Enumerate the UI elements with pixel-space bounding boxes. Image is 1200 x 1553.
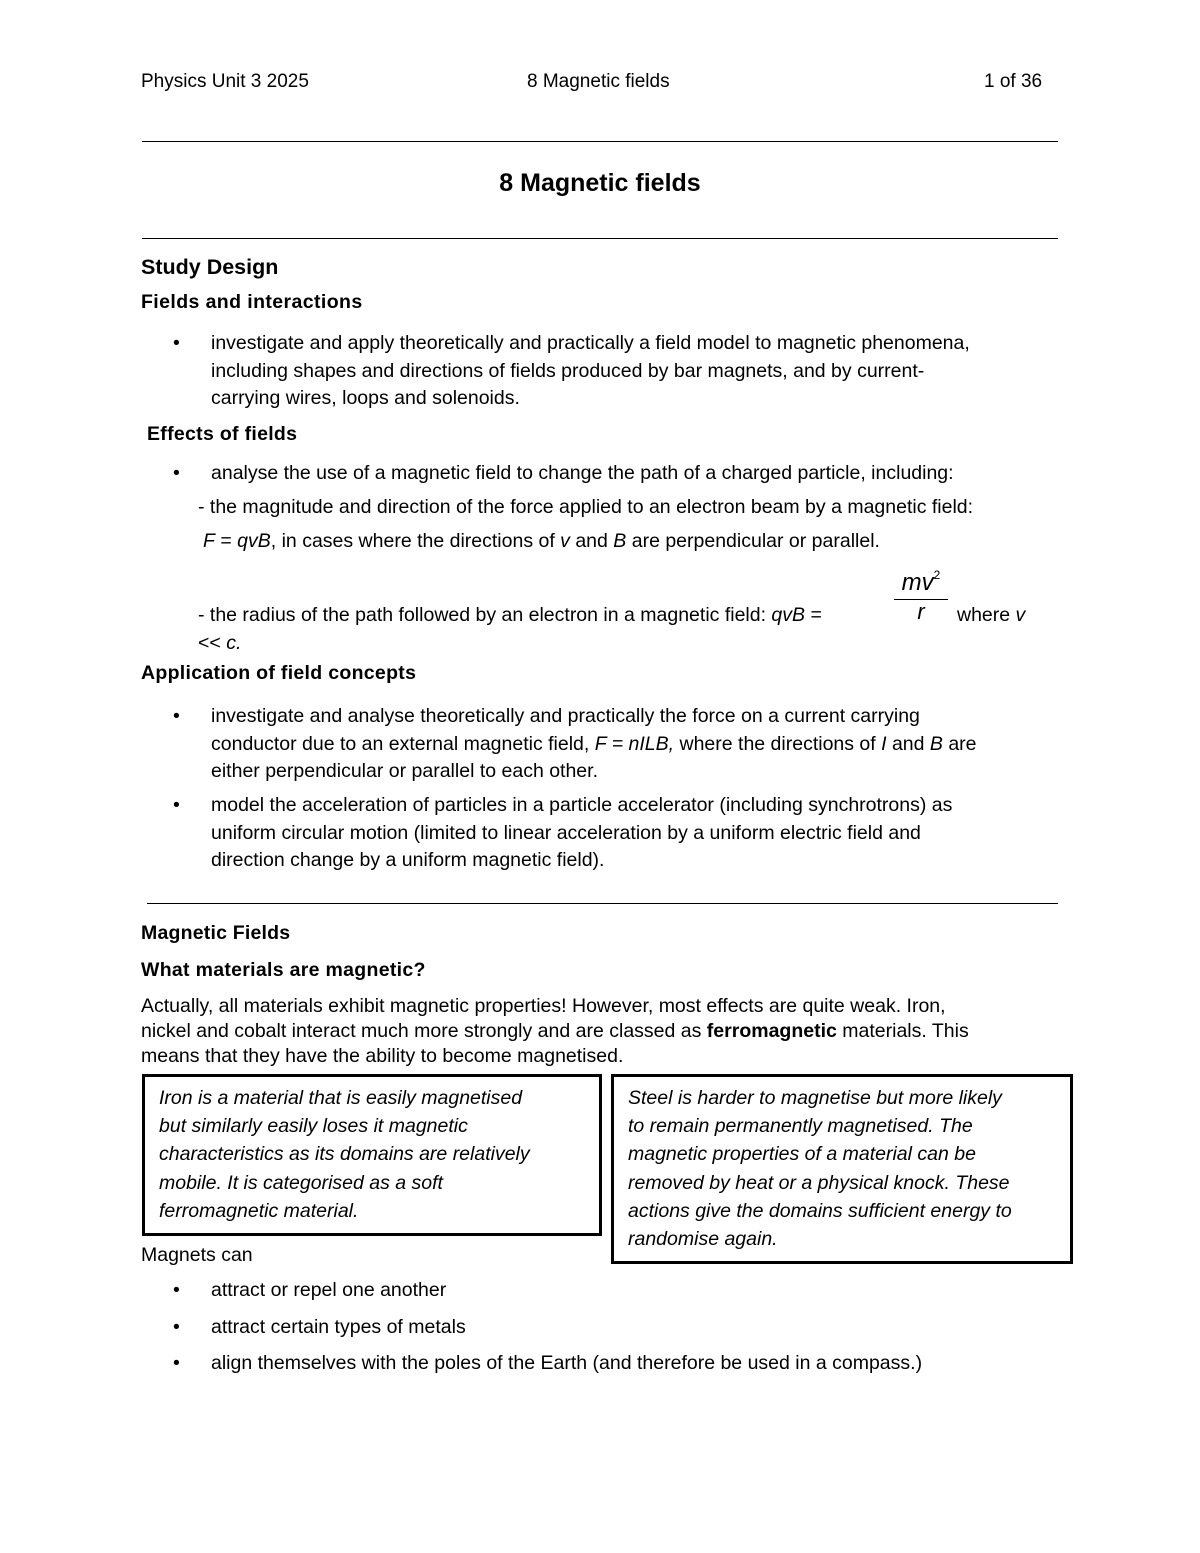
bullet-line: investigate and apply theoretically and practically a field model to magnetic phenomena,: [211, 332, 970, 354]
bullet-icon: •: [173, 332, 180, 354]
header-center: 8 Magnetic fields: [527, 71, 670, 92]
bullet-icon: •: [173, 1352, 180, 1374]
sentence-text: , in cases where the directions of: [270, 530, 561, 552]
effects-sub1-line2: [203, 528, 880, 556]
bullet-line: model the acceleration of particles in a particle accelerator (including synchrotrons) as: [211, 794, 953, 816]
divider-title: [142, 238, 1058, 239]
magnets-bullet: align themselves with the poles of the Earth (and therefore be used in a compass.): [211, 1352, 923, 1374]
symbol-b: B: [929, 732, 943, 755]
symbol-i: I: [881, 732, 887, 755]
effects-bullet: analyse the use of a magnetic field to change the path of a charged particle, including:: [211, 462, 954, 484]
effects-sub2-line: [198, 602, 822, 630]
fraction-mv2-over-r: [894, 560, 948, 624]
bullet-line: carrying wires, loops and solenoids.: [211, 387, 520, 409]
fraction-denominator: r: [917, 599, 925, 624]
where-v-text: [957, 602, 1025, 630]
sentence-text: conductor due to an external magnetic field,: [211, 732, 595, 755]
formula-equals: =: [805, 604, 822, 626]
fraction-numerator: [894, 560, 948, 600]
box-line: Iron is a material that is easily magnetised: [159, 1087, 523, 1109]
application-bullet-1: [211, 703, 1071, 786]
symbol-b: B: [613, 530, 627, 552]
sentence-text: materials. This: [836, 1020, 969, 1042]
box-line: to remain permanently magnetised. The: [628, 1115, 973, 1138]
sentence-text: are perpendicular or parallel.: [626, 530, 880, 552]
sentence-text: and: [569, 530, 614, 552]
study-design-heading: Study Design: [141, 255, 279, 279]
paragraph-line: [141, 1019, 1071, 1044]
divider-section: [147, 903, 1058, 904]
box-line: but similarly easily loses it magnetic: [159, 1115, 468, 1138]
bullet-icon: •: [173, 1316, 180, 1338]
fields-interactions-heading: Fields and interactions: [141, 291, 363, 313]
bullet-icon: •: [173, 1279, 180, 1301]
magnets-bullet: attract or repel one another: [211, 1279, 447, 1301]
symbol-v: v: [1015, 604, 1026, 626]
paragraph-line: means that they have the ability to become magnetised.: [141, 1045, 624, 1067]
bullet-line: direction change by a uniform magnetic field).: [211, 849, 605, 871]
bullet-icon: •: [173, 462, 180, 484]
magnets-bullet: attract certain types of metals: [211, 1316, 466, 1338]
box-line: Steel is harder to magnetise but more likely: [628, 1087, 1002, 1109]
page-title: 8 Magnetic fields: [499, 169, 701, 197]
bullet-line: either perpendicular or parallel to each other.: [211, 760, 598, 782]
header-left: Physics Unit 3 2025: [141, 71, 309, 92]
application-heading: Application of field concepts: [141, 662, 417, 684]
materials-subheading: What materials are magnetic?: [141, 959, 426, 981]
symbol-c: c.: [226, 632, 242, 654]
box-line: characteristics as its domains are relatively: [159, 1143, 530, 1166]
sentence-text: are: [942, 732, 977, 755]
sentence-text: - the radius of the path followed by an electron in a magnetic field:: [198, 604, 772, 626]
ll-c-text: [198, 630, 241, 658]
bullet-line: including shapes and directions of fields produced by bar magnets, and by current-: [211, 359, 925, 382]
sentence-text: where the directions of: [674, 732, 882, 755]
box-line: randomise again.: [628, 1228, 778, 1251]
application-bullet-2: [211, 792, 1071, 875]
bullet-line: investigate and analyse theoretically and practically the force on a current carrying: [211, 705, 920, 727]
steel-note-box: [611, 1074, 1073, 1264]
sentence-text: nickel and cobalt interact much more strongly and are classed as: [141, 1020, 707, 1042]
iron-note-box: [142, 1074, 602, 1236]
magnetic-fields-heading: Magnetic Fields: [141, 922, 291, 944]
box-line: magnetic properties of a material can be: [628, 1143, 976, 1166]
bullet-line: [211, 731, 1071, 759]
sentence-text: and: [886, 732, 930, 755]
formula-equals: =: [214, 530, 238, 552]
box-line: removed by heat or a physical knock. These: [628, 1171, 1010, 1194]
formula-f-nilb: F = nILB,: [594, 732, 675, 755]
header-page-number: 1 of 36: [984, 71, 1043, 92]
effects-heading: Effects of fields: [147, 423, 298, 445]
fields-interactions-bullet: [211, 330, 1071, 413]
bullet-line: uniform circular motion (limited to linear acceleration by a uniform electric field and: [211, 821, 921, 844]
numerator-text: mv: [901, 569, 934, 596]
sentence-text: <<: [198, 632, 227, 654]
symbol-v: v: [560, 530, 570, 552]
box-line: mobile. It is categorised as a soft: [159, 1171, 443, 1194]
bullet-icon: •: [173, 705, 180, 727]
divider-top: [142, 141, 1058, 142]
formula-f: F: [203, 530, 215, 552]
sentence-text: where: [957, 604, 1016, 626]
effects-sub1-line1: - the magnitude and direction of the force applied to an electron beam by a magnetic field:: [198, 496, 974, 518]
paragraph-line: Actually, all materials exhibit magnetic properties! However, most effects are quite weak. Iron,: [141, 995, 946, 1017]
box-line: actions give the domains sufficient energy to: [628, 1199, 1012, 1222]
magnets-can-text: Magnets can: [141, 1244, 253, 1266]
box-line: ferromagnetic material.: [159, 1199, 359, 1222]
formula-qvb: qvB: [771, 604, 806, 626]
materials-paragraph: [141, 994, 1071, 1069]
ferromagnetic-term: ferromagnetic: [706, 1020, 837, 1042]
exponent: 2: [933, 568, 941, 582]
bullet-icon: •: [173, 794, 180, 816]
formula-qvb: qvB: [237, 530, 271, 552]
